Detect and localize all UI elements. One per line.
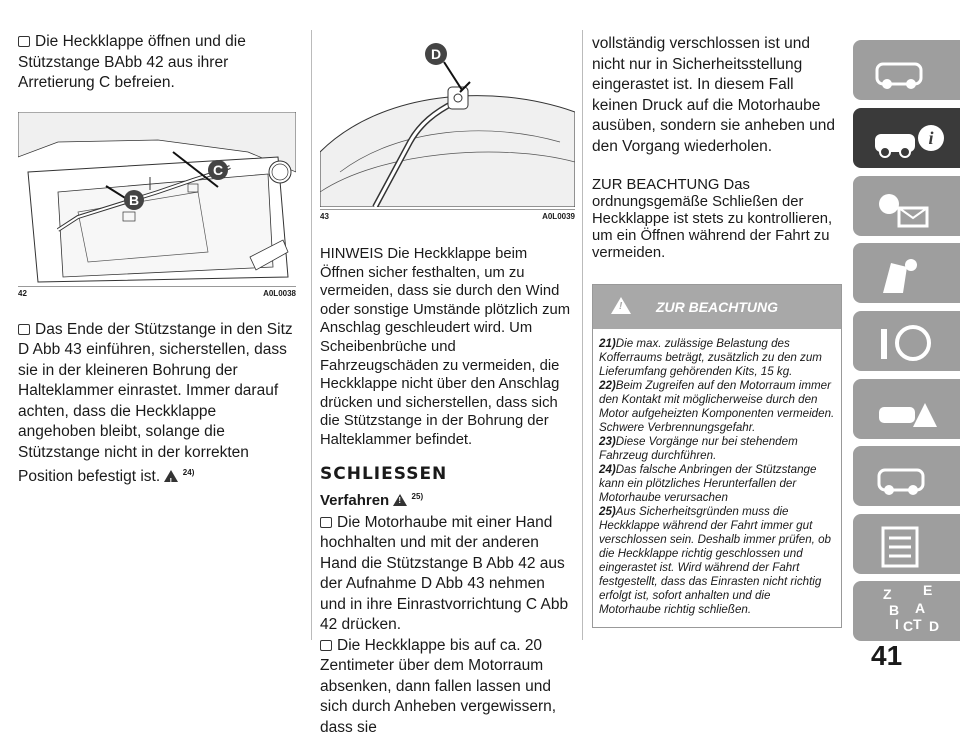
warning-number: 21) (599, 337, 616, 350)
section-title: SCHLIESSEN (320, 463, 448, 484)
sidebar-tab[interactable] (853, 311, 960, 371)
alphabet-letter: T (913, 616, 922, 632)
warning-number: 24) (599, 463, 616, 476)
warning-icon (164, 470, 178, 482)
sidebar-tab[interactable] (853, 176, 960, 236)
bullet-icon (18, 324, 30, 335)
column-2 (320, 32, 575, 738)
column-divider (311, 30, 312, 640)
warning-item (599, 379, 835, 435)
alphabet-letter: I (895, 616, 899, 632)
bullet-icon (320, 640, 332, 651)
sidebar-tab[interactable] (853, 243, 960, 303)
label-c: C (212, 161, 224, 178)
warning-item (599, 505, 835, 617)
warning-box-header (593, 285, 841, 329)
step-1: Die Motorhaube mit einer Hand hochhalten und mit der anderen Hand die Stützstange B Abb 42 aus der Aufnahme D Abb 43 nehmen und in ihre Einrastvorrichtung C Abb 42 drücken. (320, 513, 569, 634)
warning-box-body (593, 329, 841, 627)
intro-paragraph: Die Heckklappe öffnen und die Stützstange BAbb 42 aus ihrer Arretierung C befreien. (18, 33, 246, 91)
alphabet-letter: E (923, 585, 933, 598)
sidebar-tab[interactable] (853, 108, 960, 168)
warning-item (599, 463, 835, 505)
figure-code: A0L0039 (542, 212, 575, 221)
footnote-ref: 24) (182, 468, 195, 477)
sidebar-tab[interactable] (853, 514, 960, 574)
column-3 (592, 34, 840, 628)
trunk-illustration (18, 112, 296, 284)
warning-text: Beim Zugreifen auf den Motorraum immer den Kontakt mit möglicherweise durch den Motor aufgeheizten Komponenten vermeiden. Schwere Verbrennungsgefahr. (599, 379, 835, 434)
bullet-icon (320, 517, 332, 528)
label-b: B (128, 191, 140, 208)
sidebar-tab[interactable] (853, 40, 960, 100)
footnote-ref: 25) (411, 491, 424, 501)
warning-box (592, 284, 842, 628)
light-mail-icon (873, 186, 949, 230)
page-number: 41 (871, 640, 903, 671)
alphabet-letter: D (929, 618, 940, 634)
hood-stay-illustration (320, 32, 575, 207)
paragraph-2: Das Ende der Stützstange in den Sitz D Abb 43 einführen, sicherstellen, dass sie in der kleineren Bohrung der Halteklammer einrastet. Immer darauf achten, dass die Heckklappe angehoben bleibt, solange die Stützstange nicht in der korrekten Position befestigt ist. ! $^{24)}$ (18, 320, 296, 488)
sidebar-tab[interactable] (853, 581, 960, 641)
bullet-icon (18, 36, 30, 47)
car-dashboard-icon (873, 50, 949, 94)
step-2: Die Heckklappe bis auf ca. 20 Zentimeter über dem Motorraum absenken, dann fallen lassen und sich durch Anheben vergewissern, dass sie (320, 636, 557, 736)
checklist-icon (873, 524, 949, 568)
warning-box-title: ZUR BEACHTUNG (655, 299, 779, 315)
continued-paragraph: vollständig verschlossen ist und nicht nur in Sicherheitsstellung eingerastet ist. In diesem Fall keinen Druck auf die Motorhaube ausüben, sondern sie anheben und den Vorgang wiederholen. (592, 35, 836, 155)
alphabet-letter: Z (883, 586, 892, 602)
warning-text: Aus Sicherheitsgründen muss die Heckklappe während der Fahrt immer gut verschlossen sein. Deshalb immer prüfen, ob die Heckklappe richtig geschlossen und eingerastet ist. Wird während der Fahrt festgestellt, dass das Einrasten nicht richtig erfolgt ist, sofort anhalten und die Motorhaube richtig schließen. (599, 505, 831, 616)
figure-number: 42 (18, 288, 27, 298)
airbag-seat-icon (873, 253, 949, 297)
warning-icon: ! (611, 297, 631, 314)
column-divider (582, 30, 583, 640)
procedure-title: Verfahren ! $^{25)}$ (320, 492, 575, 509)
warning-item (599, 435, 835, 463)
warning-icon (393, 494, 407, 506)
alphabet-letter: B (889, 602, 900, 618)
figure-43 (320, 32, 575, 221)
warning-text: Diese Vorgänge nur bei stehendem Fahrzeug durchführen. (599, 435, 798, 462)
column-1 (18, 32, 296, 488)
warning-text: Das falsche Anbringen der Stützstange kann ein plötzliches Herunterfallen der Motorhaube verursachen (599, 463, 817, 504)
alphabet-letter: C (903, 618, 914, 634)
car-info-icon (873, 118, 949, 162)
steering-key-icon (873, 321, 949, 365)
sidebar-tab[interactable] (853, 379, 960, 439)
warning-text: Die max. zulässige Belastung des Kofferraums beträgt, zusätzlich zu den zum Lieferumfang gehörenden Kits, 15 kg. (599, 337, 822, 378)
warning-car-icon (873, 389, 949, 433)
hinweis-paragraph: HINWEIS Die Heckklappe beim Öffnen sicher festhalten, um zu vermeiden, dass sie durch den Wind oder sonstige Umstände plötzlich zum Anschlag geschleudert wird. Um Scheibenbrüche und Fahrzeugschäden zu vermeiden, die Heckklappe nicht über den Anschlag drücken und sicherstellen, dass sich die Stützstange in der Bohrung der Halteklammer befindet. (320, 246, 571, 448)
note-paragraph: ZUR BEACHTUNG Das ordnungsgemäße Schließen der Heckklappe ist stets zu kontrollieren, um ein Öffnen während der Fahrt zu vermeiden. (592, 177, 833, 261)
car-service-icon (873, 456, 949, 500)
sidebar-tab[interactable] (853, 446, 960, 506)
figure-code: A0L0038 (263, 288, 296, 298)
alphabet-index-icon (873, 585, 949, 635)
alphabet-letter: A (915, 600, 926, 616)
label-d: D (430, 46, 442, 62)
warning-number: 23) (599, 435, 616, 448)
figure-42 (18, 112, 296, 298)
figure-number: 43 (320, 212, 329, 221)
warning-number: 22) (599, 379, 616, 392)
warning-item (599, 337, 835, 379)
warning-number: 25) (599, 505, 616, 518)
svg-text:i: i (928, 128, 934, 148)
